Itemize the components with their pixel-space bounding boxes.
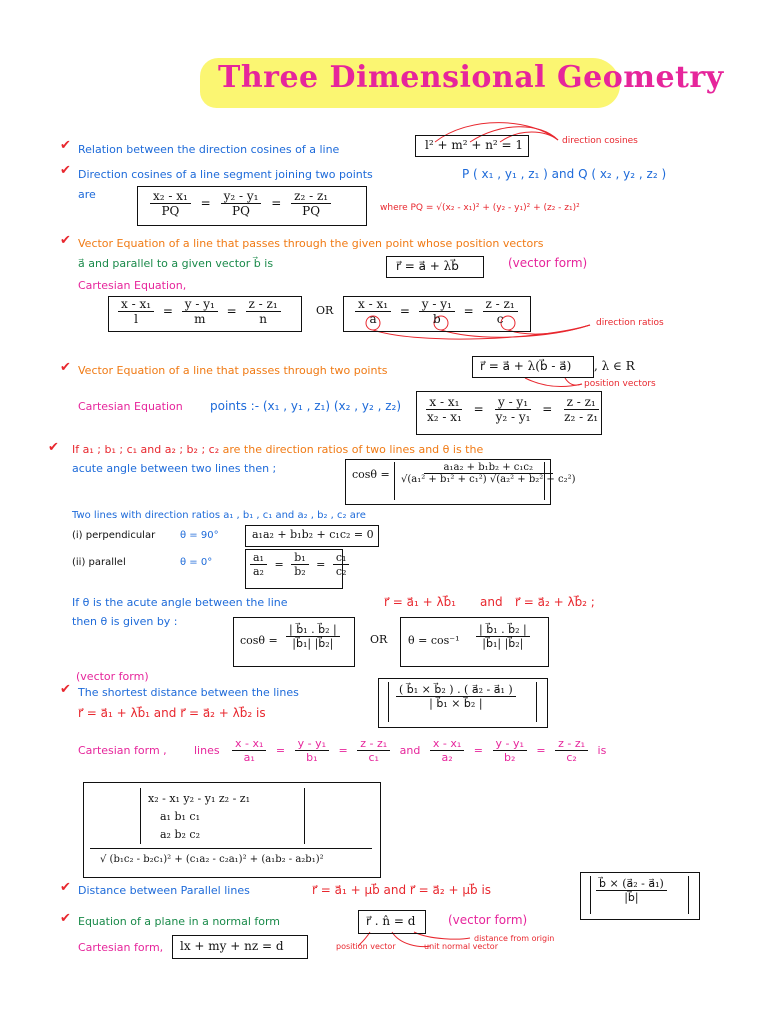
s7-abs-right — [536, 682, 537, 722]
s6-lhs2: θ = cos⁻¹ — [408, 634, 460, 647]
s5-p2-num: b₁ — [291, 551, 308, 565]
s6-den: |b⃗₁| |b⃗₂| — [292, 637, 334, 650]
s5-p1-num: a₁ — [250, 551, 267, 565]
s7-is: is — [597, 743, 607, 757]
s8-text: Distance between Parallel lines — [78, 884, 250, 897]
check-icon: ✔ — [60, 233, 71, 248]
s7-and: and — [399, 743, 421, 757]
s6-num2: | b⃗₁ . b⃗₂ | — [476, 623, 530, 637]
s7-det-r3: a₂ b₂ c₂ — [160, 828, 200, 841]
s7-den2: √ (b₁c₂ - b₂c₁)² + (c₁a₂ - c₂a₁)² + (a₁b₂ - a₂b₁)² — [100, 854, 324, 865]
check-icon: ✔ — [60, 163, 71, 178]
s3-c3-den: n — [259, 312, 267, 326]
s7-det-r2: a₁ b₁ c₁ — [160, 810, 200, 823]
s3-cart-formula: $\frac{\text{x - x₁}}{l}$ = $\frac{\text{y - y₁}}{m}$ = $\frac{\text{z - z₁}}{n}$ — [118, 297, 281, 326]
s4-e2-num: y - y₁ — [495, 395, 531, 410]
s3-cart: Cartesian Equation, — [78, 279, 187, 292]
s3-ratios: direction ratios — [596, 318, 664, 328]
s6-lhs: cosθ = — [240, 634, 278, 647]
s3-text2: a⃗ and parallel to a given vector b⃗ is — [78, 257, 274, 270]
s7-eq: r⃗ = a⃗₁ + λb⃗₁ and r⃗ = a⃗₂ + λb⃗₂ is — [78, 706, 266, 720]
s8-den: |b⃗| — [624, 891, 639, 904]
s6-den2: |b⃗₁| |b⃗₂| — [482, 637, 524, 650]
s6-eq1: r⃗ = a⃗₁ + λb⃗₁ — [384, 595, 456, 609]
s5-if: If — [72, 443, 80, 456]
s1-text: Relation between the direction cosines of a line — [78, 143, 340, 156]
s4-formula: r⃗ = a⃗ + λ(b⃗ - a⃗) — [480, 359, 572, 373]
s5-p3-num: c₁ — [333, 551, 350, 565]
s6-frac2 — [476, 623, 530, 650]
s3-c3-num: z - z₁ — [246, 297, 281, 312]
s7-l2-num: y - y₁ — [295, 737, 329, 751]
s7-m1-den: a₂ — [441, 751, 453, 764]
s2-where: where PQ = √(x₂ - x₁)² + (y₂ - y₁)² + (z₂ - z₁)² — [380, 203, 580, 213]
s3-c1-den: l — [134, 312, 138, 326]
s4-pv: position vectors — [584, 379, 656, 389]
s6-or: OR — [370, 633, 388, 646]
s1-note: direction cosines — [562, 136, 638, 146]
s5-lhs: cosθ = — [352, 468, 390, 481]
check-icon: ✔ — [60, 911, 71, 926]
s3-d2-num: y - y₁ — [419, 297, 455, 312]
s4-e3-num: z - z₁ — [564, 395, 599, 410]
s3-text1: Vector Equation of a line that passes through the given point whose position vectors — [78, 237, 544, 250]
s6-text2: then θ is given by : — [72, 615, 178, 628]
s7-det-right — [304, 788, 305, 844]
s5-par-formula: $\frac{\text{a₁}}{\text{a₂}}$ = $\frac{\text{b₁}}{\text{b₂}}$ = $\frac{\text{c₁}}{\text{c₂}}$ — [250, 551, 349, 578]
s8-frac — [596, 877, 667, 904]
s7-det-r1: x₂ - x₁ y₂ - y₁ z₂ - z₁ — [148, 792, 251, 805]
check-icon: ✔ — [60, 360, 71, 375]
s5-perp-formula: a₁a₂ + b₁b₂ + c₁c₂ = 0 — [252, 528, 374, 541]
s7-det-left — [140, 788, 141, 844]
s9-un: unit normal vector — [424, 942, 498, 951]
s7-m2-den: b₂ — [504, 751, 516, 764]
s6-text1: If θ is the acute angle between the line — [72, 596, 288, 609]
s5-text1c: are the direction ratios of two lines and θ is the — [222, 443, 484, 456]
s5-par-angle: θ = 0° — [180, 557, 213, 568]
s6-and: and — [480, 595, 503, 609]
check-icon: ✔ — [60, 880, 71, 895]
s5-par-label: (ii) parallel — [72, 557, 126, 568]
s3-d3-num: z - z₁ — [483, 297, 518, 312]
s4-cart: Cartesian Equation — [78, 400, 183, 413]
s6-eq2: r⃗ = a⃗₂ + λb⃗₂ ; — [515, 595, 595, 609]
s7-form: (vector form) — [76, 670, 149, 683]
s5-abs-left — [394, 462, 395, 500]
s3-d2-den: b — [432, 312, 441, 326]
s7-m3-den: c₂ — [566, 751, 577, 764]
s8-abs-left — [590, 876, 591, 914]
s3-d1-num: x - x₁ — [355, 297, 391, 312]
s3-c1-num: x - x₁ — [118, 297, 154, 312]
s7-abs-left — [388, 682, 389, 722]
s9-dist: distance from origin — [474, 934, 555, 943]
s2-points: P ( x₁ , y₁ , z₁ ) and Q ( x₂ , y₂ , z₂ ) — [462, 167, 667, 181]
s7-m3-num: z - z₁ — [555, 737, 588, 751]
s4-points: points :- (x₁ , y₁ , z₁) (x₂ , y₂ , z₂) — [210, 399, 402, 413]
s3-d3-den: c — [496, 312, 504, 326]
s7-l2-den: b₁ — [306, 751, 318, 764]
s7-den: | b⃗₁ × b⃗₂ | — [429, 697, 483, 710]
s4-e1-num: x - x₁ — [426, 395, 462, 410]
s3-formula: r⃗ = a⃗ + λb⃗ — [396, 259, 459, 273]
s9-pv: position vector — [336, 942, 396, 951]
s5-num: a₁a₂ + b₁b₂ + c₁c₂ — [424, 462, 553, 474]
s2-f2-den: PQ — [232, 204, 250, 218]
s5-ratios: a₁ ; b₁ ; c₁ and a₂ ; b₂ ; c₂ — [82, 443, 220, 456]
s2-f3-den: PQ — [302, 204, 321, 218]
s3-d1-den: a — [369, 312, 377, 326]
s5-frac — [398, 462, 579, 485]
s7-cart: Cartesian form , — [78, 744, 167, 757]
s2-f3-num: z₂ - z₁ — [291, 189, 331, 204]
s3-c2-den: m — [194, 312, 206, 326]
s7-lines: lines — [194, 744, 220, 757]
s7-l3-den: c₁ — [368, 751, 379, 764]
s2-text: Direction cosines of a line segment joining two points — [78, 168, 373, 181]
s5-p2-den: b₂ — [294, 565, 306, 578]
s7-m2-num: y - y₁ — [493, 737, 527, 751]
s4-e1-den: x₂ - x₁ — [427, 410, 462, 424]
s2-f1-den: PQ — [161, 204, 180, 218]
s7-l1-num: x - x₁ — [232, 737, 266, 751]
s7-cart-eq: $\frac{\text{x - x₁}}{\text{a₁}}$ = $\frac{\text{y - y₁}}{\text{b₁}}$ = $\frac{\text{z - z₁}}{\text{c₁}}$ and $\frac{\text{x - x₁}}{\text{a₂}}$ = $\frac{\text{y - y₁}}{\text{b₂}}$ = $\frac{\text{z - z₁}}{\text{c₂}}$ is — [232, 737, 612, 764]
s4-text: Vector Equation of a line that passes through two points — [78, 364, 388, 377]
s7-frac — [396, 683, 516, 710]
s5-perp-angle: θ = 90° — [180, 530, 219, 541]
s5-sub: Two lines with direction ratios a₁ , b₁ , c₁ and a₂ , b₂ , c₂ are — [72, 510, 366, 521]
s7-m1-num: x - x₁ — [430, 737, 464, 751]
s3-or: OR — [316, 304, 334, 317]
s9-formula: r⃗ . n̂ = d — [366, 914, 416, 928]
s2-f1-num: x₂ - x₁ — [150, 189, 191, 204]
s5-p1-den: a₂ — [253, 565, 264, 578]
s6-frac1 — [286, 623, 340, 650]
s2-are: are — [78, 188, 96, 201]
s2-f2-num: y₂ - y₁ — [221, 189, 262, 204]
check-icon: ✔ — [60, 682, 71, 697]
s4-cart-formula: $\frac{\text{x - x₁}}{\text{x₂ - x₁}}$ = $\frac{\text{y - y₁}}{\text{y₂ - y₁}}$ = $\frac{\text{z - z₁}}{\text{z₂ - z₁}}$ — [424, 395, 601, 424]
s3-dr-formula: $\frac{\text{x - x₁}}{a}$ = $\frac{\text{y - y₁}}{b}$ = $\frac{\text{z - z₁}}{c}$ — [355, 297, 518, 326]
s8-eq: r⃗ = a⃗₁ + μb⃗ and r⃗ = a⃗₂ + μb⃗ is — [312, 883, 492, 897]
s5-text2: acute angle between two lines then ; — [72, 462, 277, 475]
s9-form: (vector form) — [448, 913, 528, 927]
s4-lambda: , λ ∈ R — [594, 359, 635, 373]
s3-form: (vector form) — [508, 256, 588, 270]
check-icon: ✔ — [48, 440, 59, 455]
s9-cformula: lx + my + nz = d — [180, 939, 284, 953]
s4-e3-den: z₂ - z₁ — [564, 410, 599, 424]
s4-e2-den: y₂ - y₁ — [495, 410, 531, 424]
s2-formula: $\frac{\text{x₂ - x₁}}{PQ}$ = $\frac{\text{y₂ - y₁}}{PQ}$ = $\frac{\text{z₂ - z₁}}{PQ}$ — [150, 189, 331, 218]
s7-text1: The shortest distance between the lines — [78, 686, 299, 699]
s1-formula: l² + m² + n² = 1 — [425, 138, 524, 152]
s7-l3-num: z - z₁ — [357, 737, 390, 751]
s9-text: Equation of a plane in a normal form — [78, 915, 281, 928]
s6-num: | b⃗₁ . b⃗₂ | — [286, 623, 340, 637]
s3-c2-num: y - y₁ — [182, 297, 218, 312]
s7-num: ( b⃗₁ × b⃗₂ ) . ( a⃗₂ - a⃗₁ ) — [396, 683, 516, 697]
s5-perp-label: (i) perpendicular — [72, 530, 156, 541]
s5-den: √(a₁² + b₁² + c₁²) √(a₂² + b₂² + c₂²) — [401, 474, 576, 485]
s5-text1 — [72, 443, 483, 456]
s7-l1-den: a₁ — [243, 751, 255, 764]
s7-fraction-bar — [90, 848, 372, 849]
page-title: Three Dimensional Geometry — [218, 60, 724, 95]
check-icon: ✔ — [60, 138, 71, 153]
s8-num: b⃗ × (a⃗₂ - a⃗₁) — [596, 877, 667, 891]
s9-cart: Cartesian form, — [78, 941, 164, 954]
s8-abs-right — [688, 876, 689, 914]
s5-p3-den: c₂ — [335, 565, 347, 578]
